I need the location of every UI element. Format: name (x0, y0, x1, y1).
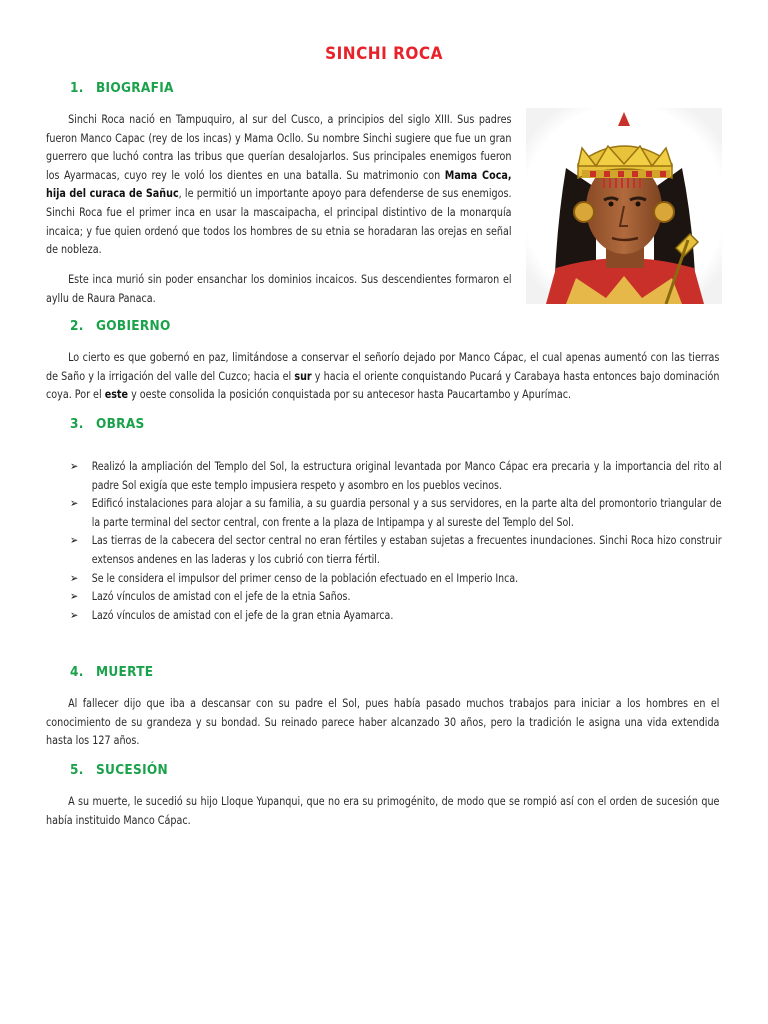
sinchi-roca-portrait (526, 108, 722, 304)
list-item-text: Lazó vínculos de amistad con el jefe de la etnia Saños. (91, 589, 351, 604)
list-item-text: Se le considera el impulsor del primer censo de la población efectuado en el Imperio Inca. (91, 570, 519, 585)
text-run: Lo cierto es que gobernó en paz, limitándose a conservar el señorío dejado por Manco Cápac, el cual apenas aumentó con las tierras de Saño y la irrigación del valle del Cuzco; hacia el (46, 350, 720, 383)
biografia-paragraph-1 (46, 110, 512, 259)
list-item (70, 569, 722, 588)
arrowhead-right-icon: ➢ (70, 533, 79, 548)
section-heading-biografia (70, 80, 174, 96)
section-heading-obras (70, 416, 145, 432)
sucesion-paragraph: A su muerte, le sucedió su hijo Lloque Yupanqui, que no era su primogénito, de modo que se rompió así con el orden de sucesión que había instituido Manco Cápac. (46, 794, 720, 827)
muerte-paragraph: Al fallecer dijo que iba a descansar con su padre el Sol, pues había pasado muchos trabajos para iniciar a los hombres en el conocimiento de su grandeza y su bondad. Su reinado parece haber alcanzado 30 años, pero la tradición le asigna una vida extendida hasta los 127 años. (46, 696, 720, 748)
text-run: Sinchi Roca nació en Tampuquiro, al sur del Cusco, a principios del siglo XIII. Sus padres fueron Manco Capac (rey de los incas) y Mama Ocllo. Su nombre Sinchi sugiere que fue un gran guerrero que luchó contra las tribus que querían desalojarlos. Sus principales enemigos fueron los Ayarmacas, cuyo rey le voló los dientes en una batalla. Su matrimonio con (46, 112, 512, 182)
section-heading-muerte (70, 664, 153, 680)
section-title: BIOGRAFIA (96, 80, 174, 96)
gobierno-paragraph (46, 348, 719, 404)
list-item (70, 531, 722, 568)
document-title: SINCHI ROCA (325, 44, 443, 64)
list-item (70, 606, 722, 625)
text-run: , le permitió un importante apoyo para defenderse de sus enemigos. Sinchi Roca fue el primer inca en usar la mascaipacha, el principal distintivo de la monarquía incaica; y fue quien ordenó que todos los hombres de su etnia se horadaran las orejas en señal de nobleza. (46, 186, 512, 257)
arrowhead-right-icon: ➢ (70, 496, 79, 511)
section-title: SUCESIÓN (96, 762, 168, 778)
section-title: OBRAS (96, 416, 145, 432)
section-number: 1. (70, 80, 84, 96)
arrowhead-right-icon: ➢ (70, 459, 79, 473)
section-heading-sucesion (70, 762, 168, 778)
arrowhead-right-icon: ➢ (70, 570, 79, 585)
section-number: 3. (70, 416, 84, 432)
obras-list (70, 457, 722, 624)
text-run: y oeste consolida la posición conquistada por su antecesor hasta Paucartambo y Apurímac. (128, 387, 572, 402)
list-item-text: Lazó vínculos de amistad con el jefe de la gran etnia Ayamarca. (91, 607, 394, 622)
arrowhead-right-icon: ➢ (70, 589, 79, 604)
list-item (70, 587, 722, 606)
arrowhead-right-icon: ➢ (70, 607, 79, 622)
list-item (70, 457, 722, 494)
section-heading-gobierno (70, 318, 171, 334)
bold-text-run: Mama Coca, hija del curaca de Sañuc (46, 167, 512, 201)
list-item (70, 494, 722, 531)
list-item-text: Realizó la ampliación del Templo del Sol, la estructura original levantada por Manco Cápac era precaria y la importancia del rito al padre Sol exigía que este templo impusiera respeto y asombro en los pueblos vecinos. (91, 459, 722, 492)
list-item-text: Las tierras de la cabecera del sector central no eran fértiles y estaban sujetas a frecuentes inundaciones. Sinchi Roca hizo construir extensos andenes en las laderas y los cubrió con tierra fértil. (91, 533, 722, 566)
biografia-paragraph-2: Este inca murió sin poder ensanchar los dominios incaicos. Sus descendientes formaron el ayllu de Raura Panaca. (46, 272, 512, 305)
section-number: 4. (70, 664, 84, 680)
section-number: 5. (70, 762, 84, 778)
bold-text-run: este (104, 387, 129, 402)
section-title: MUERTE (96, 664, 154, 680)
text-run: y hacia el oriente conquistando Pucará y Carabaya hasta entonces bajo dominación coya. Por el (46, 368, 720, 402)
list-item-text: Edificó instalaciones para alojar a su familia, a su guardia personal y a sus servidores, en la parte alta del promontorio triangular de la parte terminal del sector central, con frente a la plaza de Intipampa y al sureste del Templo del Sol. (91, 496, 722, 529)
section-number: 2. (70, 318, 84, 334)
bold-text-run: sur (294, 368, 312, 383)
section-title: GOBIERNO (96, 318, 171, 334)
